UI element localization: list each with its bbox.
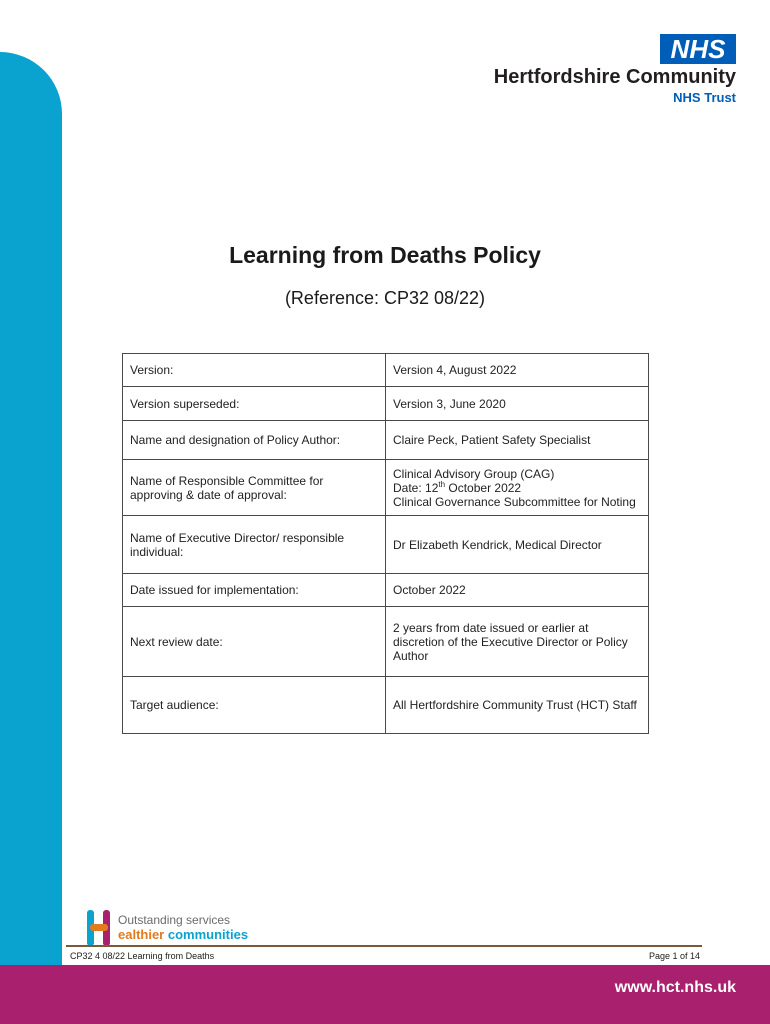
row-label: Date issued for implementation: — [123, 574, 386, 607]
subcommittee-line: Clinical Governance Subcommittee for Noting — [393, 494, 636, 509]
website-url[interactable]: www.hct.nhs.uk — [614, 979, 736, 996]
table-row — [123, 574, 649, 607]
logo-slogan: ealthier communities — [118, 927, 249, 942]
table-row — [123, 387, 649, 421]
table-row — [123, 421, 649, 460]
row-value: 2 years from date issued or earlier at discretion of the Executive Director or Policy Author — [386, 607, 649, 677]
row-value — [386, 460, 649, 516]
committee-line: Clinical Advisory Group (CAG) — [393, 466, 555, 481]
row-label: Next review date: — [123, 607, 386, 677]
page-number: Page 1 of 14 — [648, 951, 700, 961]
row-value: Version 4, August 2022 — [386, 354, 649, 387]
table-row — [123, 516, 649, 574]
row-label: Name and designation of Policy Author: — [123, 421, 386, 460]
table-row — [123, 354, 649, 387]
table-row — [123, 607, 649, 677]
approval-date: Date: 12th October 2022 — [393, 479, 522, 495]
footer-document-id: CP32 4 08/22 Learning from Deaths — [70, 951, 215, 961]
row-value: Claire Peck, Patient Safety Specialist — [386, 421, 649, 460]
row-label: Version superseded: — [123, 387, 386, 421]
healthier-communities-logo — [86, 910, 266, 946]
row-label: Target audience: — [123, 677, 386, 734]
row-value: October 2022 — [386, 574, 649, 607]
trust-name: Hertfordshire Community — [493, 66, 736, 88]
policy-info-table — [122, 353, 649, 734]
row-value: Version 3, June 2020 — [386, 387, 649, 421]
table-row — [123, 460, 649, 516]
left-decorative-band — [0, 52, 62, 972]
footer-band — [0, 965, 770, 1024]
trust-subtitle: NHS Trust — [673, 90, 736, 105]
document-title: Learning from Deaths Policy — [229, 242, 541, 268]
table-row — [123, 677, 649, 734]
footer-divider — [66, 945, 702, 947]
row-value: All Hertfordshire Community Trust (HCT) Staff — [386, 677, 649, 734]
row-label: Name of Executive Director/ responsible individual: — [123, 516, 386, 574]
h-letter-icon — [86, 910, 112, 946]
row-value: Dr Elizabeth Kendrick, Medical Director — [386, 516, 649, 574]
row-label: Name of Responsible Committee for approving & date of approval: — [123, 460, 386, 516]
logo-tagline: Outstanding services — [118, 913, 231, 927]
nhs-logo: NHS — [660, 34, 736, 64]
document-reference: (Reference: CP32 08/22) — [284, 288, 486, 308]
row-label: Version: — [123, 354, 386, 387]
